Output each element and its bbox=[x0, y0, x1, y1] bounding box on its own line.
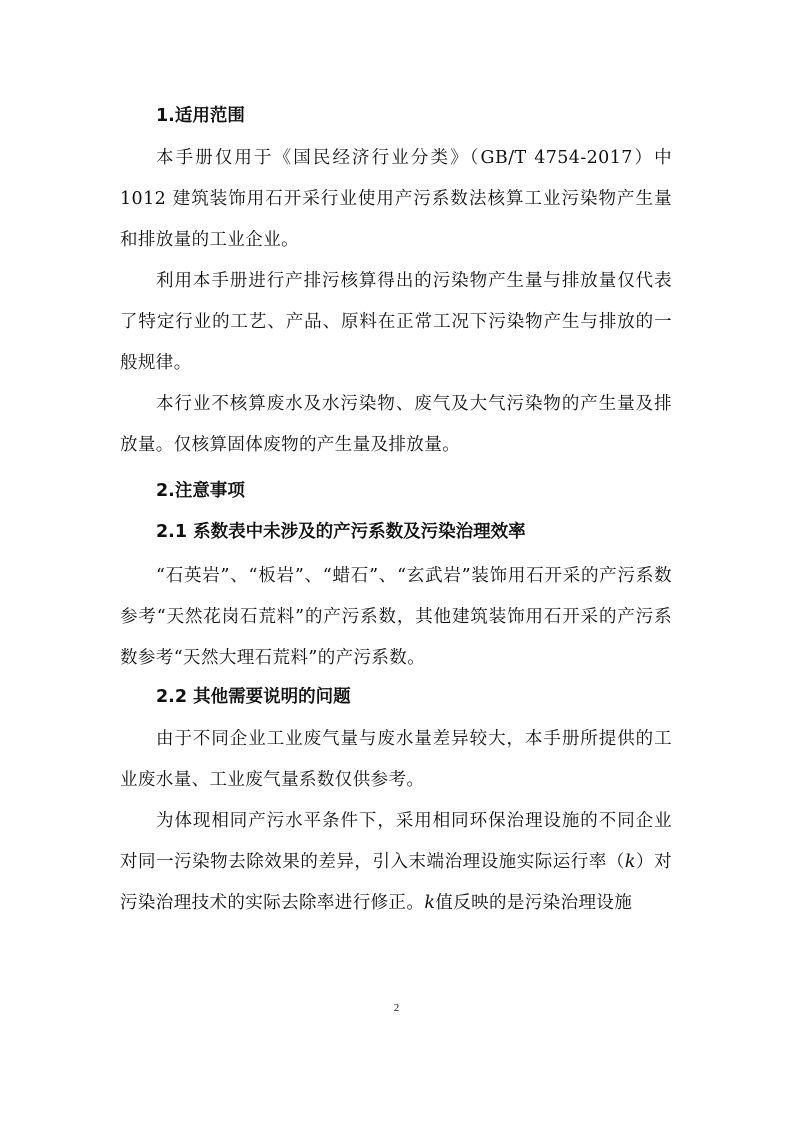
section-1-body bbox=[120, 138, 672, 466]
section-2-2-body bbox=[120, 719, 672, 924]
paragraph-reference-coefficients: “石英岩”、“板岩”、“蜡石”、“玄武岩”装饰用石开采的产污系数参考“天然花岗石荒料”的产污系数，其他建筑装饰用石开采的产污系数参考“天然大理石荒料”的产污系数。 bbox=[120, 566, 672, 668]
section-2-1-heading: 2.1 系数表中未涉及的产污系数及污染治理效率 bbox=[156, 522, 526, 542]
page-number: 2 bbox=[393, 1002, 400, 1014]
section-2-1-body bbox=[120, 556, 672, 679]
paragraph-accounting-rule: 利用本手册进行产排污核算得出的污染物产生量与排放量仅代表了特定行业的工艺、产品、原料在正常工况下污染物产生与排放的一般规律。 bbox=[120, 271, 672, 373]
section-1-heading: 1.适用范围 bbox=[156, 106, 245, 126]
paragraph-scope: 本手册仅用于《国民经济行业分类》（GB/T 4754-2017）中 1012 建筑装饰用石开采行业使用产污系数法核算工业污染物产生量和排放量的工业企业。 bbox=[120, 148, 672, 250]
section-2-heading: 2.注意事项 bbox=[156, 481, 245, 501]
paragraph-not-accounted: 本行业不核算废水及水污染物、废气及大气污染物的产生量及排放量。仅核算固体废物的产生量及排放量。 bbox=[120, 394, 672, 455]
section-2-2-heading: 2.2 其他需要说明的问题 bbox=[156, 687, 351, 707]
variable-k: k bbox=[624, 852, 636, 872]
paragraph-reference-only: 由于不同企业工业废气量与废水量差异较大，本手册所提供的工业废水量、工业废气量系数仅供参考。 bbox=[120, 729, 672, 790]
paragraph-operation-rate: 为体现相同产污水平条件下，采用相同环保治理设施的不同企业对同一污染物去除效果的差异，引入末端治理设施实际运行率（k）对污染治理技术的实际去除率进行修正。k值反映的是污染治理设施 bbox=[120, 811, 672, 913]
variable-k: k bbox=[424, 893, 436, 913]
